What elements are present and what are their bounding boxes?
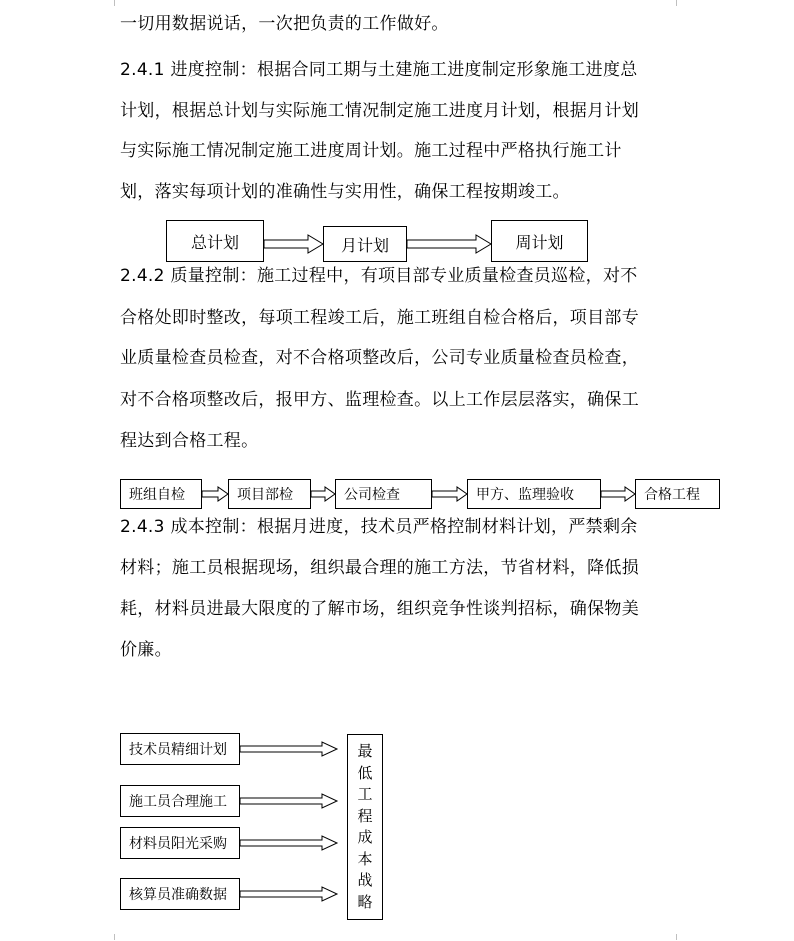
cost-input-technician-plan: 技术员精细计划 <box>120 733 240 765</box>
paragraph-line: 一切用数据说话，一次把负责的工作做好。 <box>120 14 449 34</box>
flow-arrow-icon <box>311 487 336 501</box>
paragraph-line: 划，落实每项计划的准确性与实用性，确保工程按期竣工。 <box>120 182 570 202</box>
paragraph-line: 耗，材料员进最大限度的了解市场，组织竞争性谈判招标，确保物美 <box>120 599 639 619</box>
target-char: 略 <box>357 892 373 911</box>
flow-arrow-icon <box>240 836 338 850</box>
flow-arrow-icon <box>240 742 338 756</box>
cost-input-accountant-data: 核算员准确数据 <box>120 878 240 910</box>
flow-box-total-plan: 总计划 <box>166 220 264 262</box>
schedule-control-heading-line: 2.4.1 进度控制：根据合同工期与土建施工进度制定形象施工进度总 <box>120 60 638 80</box>
flow-arrow-icon <box>601 487 636 501</box>
target-char: 本 <box>357 849 373 868</box>
cost-input-material-purchase: 材料员阳光采购 <box>120 827 240 859</box>
target-char: 战 <box>357 871 373 889</box>
flow-box-team-self-check: 班组自检 <box>120 479 202 509</box>
flow-box-owner-supervisor-acceptance: 甲方、监理验收 <box>467 479 601 509</box>
target-char: 最 <box>357 742 373 760</box>
flow-arrow-icon <box>432 487 468 501</box>
page-corner-mark <box>676 0 697 6</box>
target-char: 工 <box>357 785 373 803</box>
flow-arrow-icon <box>264 235 324 253</box>
paragraph-line: 程达到合格工程。 <box>120 431 259 451</box>
cost-control-heading-line: 2.4.3 成本控制：根据月进度，技术员严格控制材料计划，严禁剩余 <box>120 517 638 537</box>
flow-box-qualified-project: 合格工程 <box>635 479 720 509</box>
quality-control-heading-line: 2.4.2 质量控制：施工过程中，有项目部专业质量检查员巡检，对不 <box>120 266 638 286</box>
flow-arrow-icon <box>407 235 492 253</box>
cost-strategy-target-box <box>347 734 383 920</box>
flow-arrow-icon <box>202 487 229 501</box>
paragraph-line: 合格处即时整改，每项工程竣工后，施工班组自检合格后，项目部专 <box>120 308 639 328</box>
paragraph-line: 业质量检查员检查，对不合格项整改后，公司专业质量检查员检查， <box>120 348 639 368</box>
page-corner-mark <box>94 0 115 6</box>
flow-box-month-plan: 月计划 <box>323 226 407 262</box>
cost-input-builder-construction: 施工员合理施工 <box>120 785 240 817</box>
paragraph-line: 材料；施工员根据现场，组织最合理的施工方法，节省材料，降低损 <box>120 558 639 578</box>
target-char: 程 <box>357 806 373 825</box>
flow-box-company-check: 公司检查 <box>335 479 432 509</box>
paragraph-line: 计划，根据总计划与实际施工情况制定施工进度月计划，根据月计划 <box>120 101 639 121</box>
paragraph-line: 对不合格项整改后，报甲方、监理检查。以上工作层层落实，确保工 <box>120 390 639 410</box>
flow-arrow-icon <box>240 794 338 808</box>
target-char: 成 <box>357 828 373 846</box>
page-corner-mark <box>94 934 115 940</box>
target-char: 低 <box>357 763 373 782</box>
flow-box-project-dept-check: 项目部检 <box>228 479 311 509</box>
flow-arrow-icon <box>240 887 338 901</box>
paragraph-line: 与实际施工情况制定施工进度周计划。施工过程中严格执行施工计 <box>120 141 622 161</box>
paragraph-line: 价廉。 <box>120 640 172 660</box>
flow-box-week-plan: 周计划 <box>491 220 588 262</box>
page-corner-mark <box>676 934 697 940</box>
